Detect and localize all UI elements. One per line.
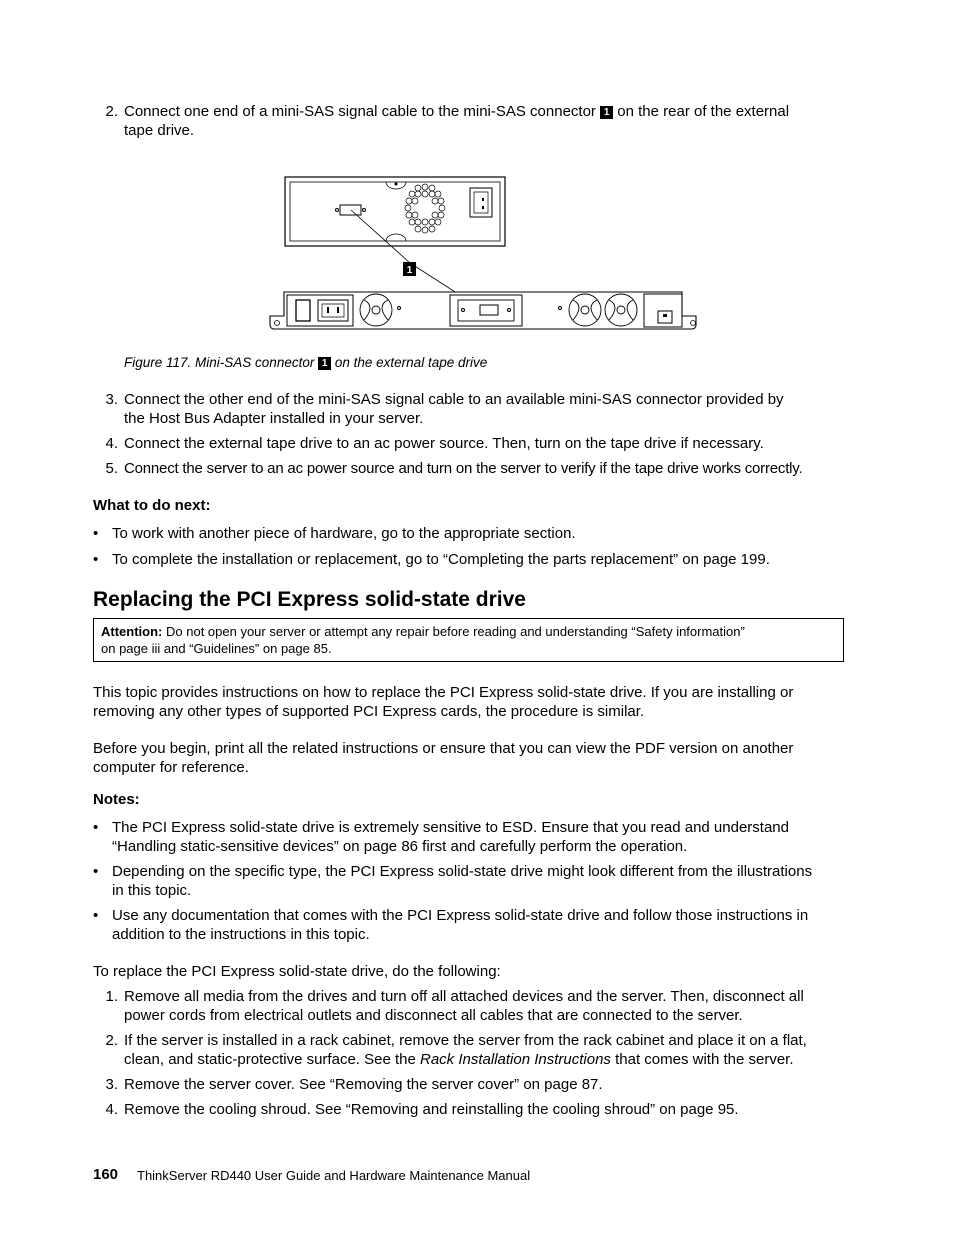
step-number: 5. (105, 460, 118, 477)
bullet: • (93, 551, 99, 568)
procedure-intro: To replace the PCI Express solid-state drive, do the following: (93, 963, 501, 980)
step-number: 4. (105, 435, 118, 452)
what-to-do-next-heading: What to do next: (93, 497, 211, 514)
power-inlet-top (470, 188, 492, 217)
note-text: “Handling static-sensitive devices” on page 86 first and carefully perform the operation. (112, 838, 688, 855)
step-number: 2. (105, 103, 118, 120)
intro-paragraph-2-line1: Before you begin, print all the related instructions or ensure that you can view the PDF version on another (93, 740, 794, 757)
step-text-part: clean, and static-protective surface. See the (124, 1051, 420, 1068)
next-bullet-text: To work with another piece of hardware, go to the appropriate section. (112, 525, 576, 542)
step-text: Connect the server to an ac power source and turn on the server to verify if the tape drive works correctly. (124, 460, 803, 477)
step-text: Connect the external tape drive to an ac power source. Then, turn on the tape drive if necessary. (124, 435, 764, 452)
step-number: 3. (105, 391, 118, 408)
mini-sas-connector-top (340, 205, 361, 215)
bullet: • (93, 525, 99, 542)
page-number: 160 (93, 1166, 119, 1183)
bullet: • (93, 819, 99, 836)
bullet: • (93, 907, 99, 924)
step-number: 2. (105, 1032, 118, 1049)
caption-callout-badge: 1 (318, 357, 331, 370)
document-title-reference: Rack Installation Instructions (420, 1051, 611, 1068)
step-number: 1. (105, 988, 118, 1005)
note-text: addition to the instructions in this topic. (112, 926, 370, 943)
step-2-text-after: on the rear of the external (617, 103, 790, 120)
intro-paragraph-2-line2: computer for reference. (93, 759, 249, 776)
step-text: the Host Bus Adapter installed in your server. (124, 410, 424, 427)
step-2-text-line2: tape drive. (124, 122, 195, 139)
step-2-text-before: Connect one end of a mini-SAS signal cable to the mini-SAS connector (124, 103, 596, 120)
intro-paragraph-1-line1: This topic provides instructions on how to replace the PCI Express solid-state drive. If you are installing or (93, 684, 794, 701)
step-text: Remove the server cover. See “Removing the server cover” on page 87. (124, 1076, 603, 1093)
tape-drive-illustration (260, 170, 710, 340)
step-text: Remove all media from the drives and turn off all attached devices and the server. Then, disconnect all (124, 988, 804, 1005)
step-text: Connect the other end of the mini-SAS signal cable to an available mini-SAS connector provided by (124, 391, 784, 408)
step-number: 3. (105, 1076, 118, 1093)
caption-text-after: on the external tape drive (334, 355, 488, 370)
footer-title: ThinkServer RD440 User Guide and Hardware Maintenance Manual (137, 1168, 531, 1183)
step-2-text (124, 102, 789, 121)
intro-paragraph-1-line2: removing any other types of supported PCI Express cards, the procedure is similar. (93, 703, 645, 720)
note-text: Use any documentation that comes with the PCI Express solid-state drive and follow those instructions in (112, 907, 809, 924)
section-title: Replacing the PCI Express solid-state drive (93, 588, 526, 611)
attention-box (93, 618, 844, 662)
step-text (124, 1050, 794, 1069)
next-bullet-text: To complete the installation or replacement, go to “Completing the parts replacement” on page 199. (112, 551, 770, 568)
step-number: 4. (105, 1101, 118, 1118)
step-text: power cords from electrical outlets and disconnect all cables that are connected to the server. (124, 1007, 743, 1024)
figure-callout-label: 1 (406, 265, 413, 276)
bullet: • (93, 863, 99, 880)
caption-text-before: Figure 117. Mini-SAS connector (124, 355, 315, 370)
attention-text (101, 623, 831, 657)
note-text: The PCI Express solid-state drive is extremely sensitive to ESD. Ensure that you read and understand (112, 819, 789, 836)
notes-heading: Notes: (93, 791, 140, 808)
attention-label: Attention: (101, 624, 163, 639)
figure-caption (124, 355, 487, 370)
step-text: Remove the cooling shroud. See “Removing and reinstalling the cooling shroud” on page 95. (124, 1101, 739, 1118)
step-text: If the server is installed in a rack cabinet, remove the server from the rack cabinet and place it on a flat, (124, 1032, 807, 1049)
attention-line2: on page iii and “Guidelines” on page 85. (101, 641, 332, 656)
step-text-part: that comes with the server. (610, 1051, 794, 1068)
callout-badge: 1 (600, 106, 613, 119)
mini-sas-connector-bottom (480, 305, 498, 315)
note-text: Depending on the specific type, the PCI Express solid-state drive might look different from the illustrations (112, 863, 813, 880)
note-text: in this topic. (112, 882, 192, 899)
attention-line1: Do not open your server or attempt any repair before reading and understanding “Safety information” (166, 624, 745, 639)
